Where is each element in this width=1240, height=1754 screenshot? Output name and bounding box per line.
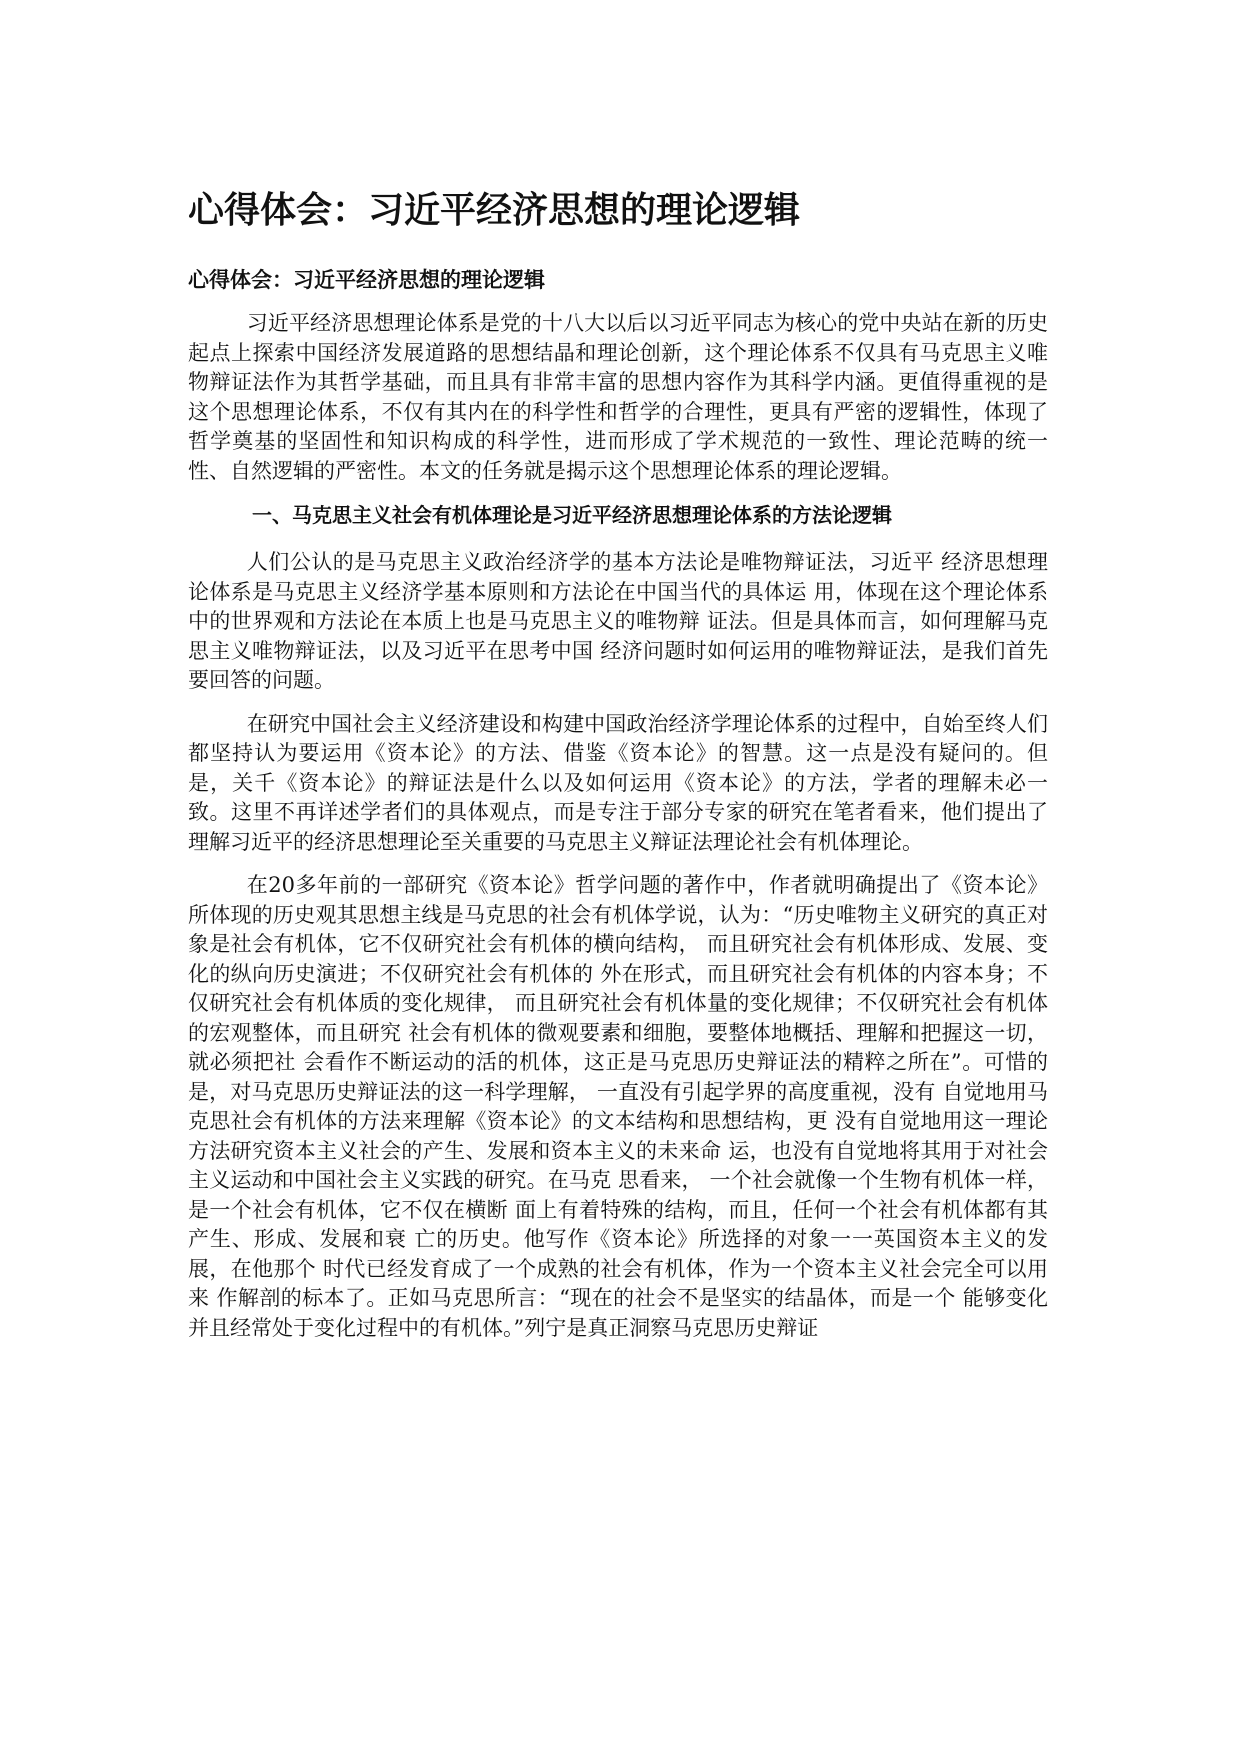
document-page [188,188,1048,1357]
section-1-heading: 一、马克思主义社会有机体理论是习近平经济思想理论体系的方法论逻辑 [252,503,892,527]
body-paragraph-1: 人们公认的是马克思主义政治经济学的基本方法论是唯物辩证法，习近平 经济思想理论体系是马克思主义经济学基本原则和方法论在中国当代的具体运 用，体现在这个理论体系中的世界观和方法论在本质上也是马克思主义的唯物辩 证法。但是具体而言，如何理解马克思主义唯物辩证法，以及习近平在思考中国 经济问题时如何运用的唯物辩证法，是我们首先要回答的问题。 [188,550,1048,692]
document-subtitle: 心得体会：习近平经济思想的理论逻辑 [188,268,545,292]
intro-paragraph: 习近平经济思想理论体系是党的十八大以后以习近平同志为核心的党中央站在新的历史起点上探索中国经济发展道路的思想结晶和理论创新，这个理论体系不仅具有马克思主义唯物辩证法作为其哲学基础，而且具有非常丰富的思想内容作为其科学内涵。更值得重视的是这个思想理论体系，不仅有其内在的科学性和哲学的合理性，更具有严密的逻辑性，体现了哲学奠基的坚固性和知识构成的科学性，进而形成了学术规范的一致性、理论范畴的统一性、自然逻辑的严密性。本文的任务就是揭示这个思想理论体系的理论逻辑。 [188,311,1048,483]
body-paragraph-2: 在研究中国社会主义经济建设和构建中国政治经济学理论体系的过程中，自始至终人们都坚持认为要运用《资本论》的方法、借鉴《资本论》的智慧。这一点是没有疑问的。但是，关千《资本论》的辩证法是什么以及如何运用《资本论》的方法，学者的理解未必一致。这里不再详述学者们的具体观点，而是专注于部分专家的研究在笔者看来，他们提出了理解习近平的经济思想理论至关重要的马克思主义辩证法理论社会有机体理论。 [188,711,1048,854]
document-title: 心得体会：习近平经济思想的理论逻辑 [188,190,801,231]
body-paragraph-3: 在20多年前的一部研究《资本论》哲学问题的著作中，作者就明确提出了《资本论》所体现的历史观其思想主线是马克思的社会有机体学说，认为：“历史唯物主义研究的真正对象是社会有机体，它不仅研究社会有机体的横向结构， 而且研究社会有机体形成、发展、变化的纵向历史演进；不仅研究社会有机体的 外在形式，而且研究社会有机体的内容本身；不仅研究社会有机体质的变化规律， 而且研究社会有机体量的变化规律；不仅研究社会有机体的宏观整体，而且研究 社会有机体的微观要素和细胞，要整体地概括、理解和把握这一切，就必须把社 会看作不断运动的活的机体，这正是马克思历史辩证法的精粹之所在”。可惜的 是，对马克思历史辩证法的这一科学理解， 一直没有引起学界的高度重视，没有 自觉地用马克思社会有机体的方法来理解《资本论》的文本结构和思想结构，更 没有自觉地用这一理论方法研究资本主义社会的产生、发展和资本主义的未来命 运，也没有自觉地将其用于对社会主义运动和中国社会主义实践的研究。在马克 思看来， 一个社会就像一个生物有机体一样，是一个社会有机体，它不仅在横断 面上有着特殊的结构，而且，任何一个社会有机体都有其产生、形成、发展和衰 亡的历史。他写作《资本论》所选择的对象一一英国资本主义的发展，在他那个 时代已经发育成了一个成熟的社会有机体，作为一个资本主义社会完全可以用来 作解剖的标本了。正如马克思所言：“现在的社会不是坚实的结晶体，而是一个 能够变化并且经常处于变化过程中的有机体。”列宁是真正洞察马克思历史辩证 [188,873,1048,1340]
